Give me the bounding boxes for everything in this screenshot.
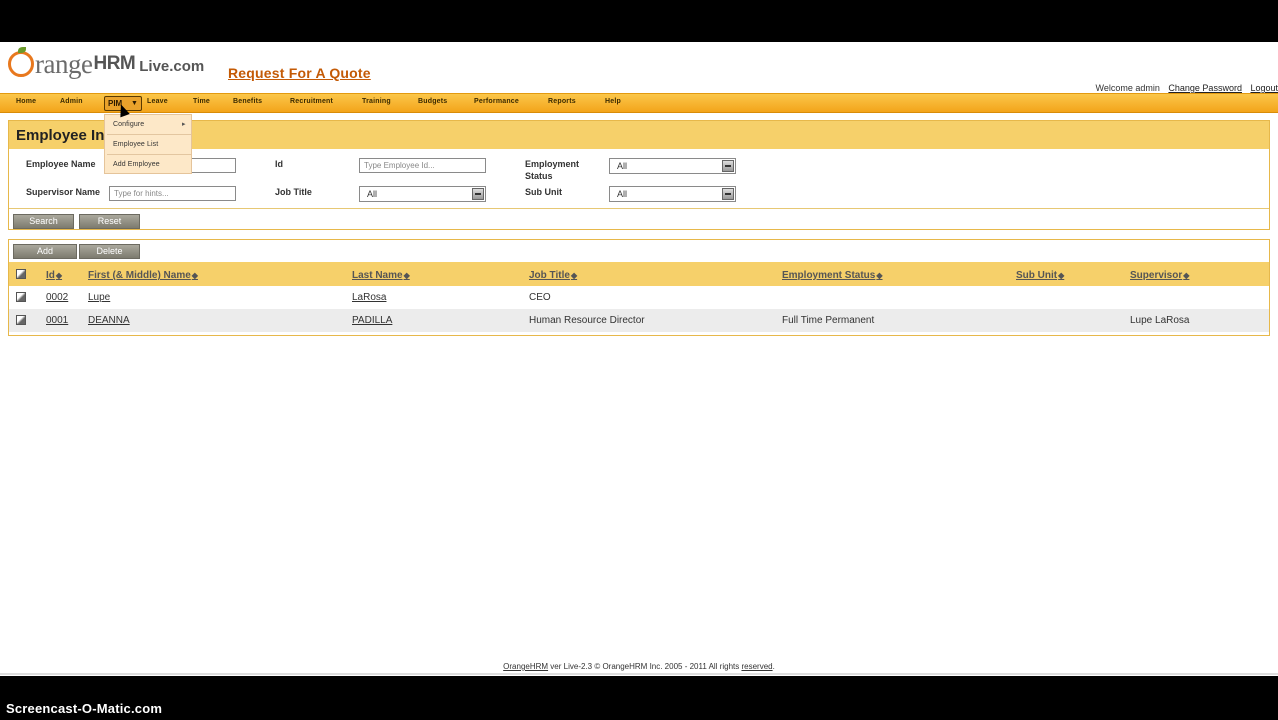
dropdown-employee-list[interactable]: Employee List [113,141,159,148]
col-sub-unit[interactable] [1016,270,1064,281]
footer [0,662,1278,671]
row-job-title: CEO [529,292,551,303]
sub-unit-label: Sub Unit [525,187,562,197]
col-supervisor[interactable] [1130,270,1189,281]
menu-home[interactable]: Home [16,98,37,105]
delete-button[interactable]: Delete [79,244,140,259]
id-label: Id [275,159,283,169]
col-id-label: Id [46,270,55,281]
col-employment-status-label: Employment Status [782,270,876,281]
col-last-name-label: Last Name [352,270,403,281]
col-sub-unit-label: Sub Unit [1016,270,1058,281]
row-last-name-link[interactable]: LaRosa [352,292,387,303]
menu-benefits[interactable]: Benefits [233,98,263,105]
sub-unit-select[interactable] [609,186,736,202]
col-id[interactable] [46,270,62,281]
logo-text-hrm: HRM [93,53,136,74]
pim-dropdown-menu [104,114,192,174]
footer-end: . [772,662,775,671]
menu-leave[interactable]: Leave [147,98,168,105]
panel-divider [9,208,1269,209]
table-row [9,286,1269,309]
sort-icon: ◆ [55,271,63,280]
employee-name-label: Employee Name [26,159,96,169]
dropdown-arrow-icon [722,188,734,200]
employment-status-select[interactable] [609,158,736,174]
chevron-right-icon: ▸ [182,121,186,128]
row-checkbox[interactable] [16,292,26,302]
orange-logo-icon [8,51,34,77]
menu-budgets[interactable]: Budgets [418,98,448,105]
employment-status-label-line2: Status [525,171,553,181]
menu-help[interactable]: Help [605,98,621,105]
footer-reserved-link[interactable]: reserved [741,662,773,671]
row-checkbox[interactable] [16,315,26,325]
employee-list-panel [8,239,1270,336]
employee-id-input[interactable]: Type Employee Id... [359,158,486,173]
job-title-select[interactable] [359,186,486,202]
col-employment-status[interactable] [782,270,883,281]
sub-unit-value: All [617,189,628,199]
page-bottom-border [0,673,1278,675]
sort-icon: ◆ [191,271,198,280]
page-title: Employee In [16,127,105,144]
reset-button[interactable]: Reset [79,214,140,229]
footer-text: ver Live-2.3 © OrangeHRM Inc. 2005 - 2011 All rights [548,662,742,671]
sort-icon: ◆ [876,271,883,280]
recorder-bar [0,676,1278,720]
employment-status-label-line1: Employment [525,159,580,169]
row-last-name-link[interactable]: PADILLA [352,315,393,326]
request-quote-label: Request For A Quote [228,65,371,81]
search-button[interactable]: Search [13,214,74,229]
sort-icon: ◆ [570,271,578,280]
screencast-watermark: Screencast-O-Matic.com [6,701,163,716]
col-first-name-label: First (& Middle) Name [88,270,191,281]
main-menu [0,93,1278,113]
menu-performance[interactable]: Performance [474,98,519,105]
menu-reports[interactable]: Reports [548,98,576,105]
col-last-name[interactable] [352,270,410,281]
menu-training[interactable]: Training [362,98,391,105]
employment-status-label [525,158,579,182]
welcome-text: Welcome admin [1095,83,1160,93]
request-quote-link[interactable] [216,65,371,81]
add-button[interactable]: Add [13,244,77,259]
menu-time[interactable]: Time [193,98,211,105]
sort-icon: ◆ [1058,271,1065,280]
user-links [1090,83,1278,93]
employee-search-panel [8,120,1270,230]
supervisor-name-label: Supervisor Name [26,187,101,197]
row-first-name-link[interactable]: Lupe [88,292,111,303]
sort-icon: ◆ [403,271,410,280]
menu-pim-label: PIM [108,99,123,108]
col-first-name[interactable] [88,270,198,281]
dropdown-arrow-icon [722,160,734,172]
supervisor-name-input[interactable]: Type for hints... [109,186,236,201]
footer-brand-link[interactable]: OrangeHRM [503,662,549,671]
table-row [9,309,1269,332]
logout-link[interactable]: Logout [1250,83,1278,93]
dropdown-arrow-icon [472,188,484,200]
table-header [9,262,1269,286]
col-job-title-label: Job Title [529,270,570,281]
chevron-down-icon: ▼ [131,100,138,107]
row-id-link[interactable]: 0002 [46,292,69,303]
col-supervisor-label: Supervisor [1130,270,1183,281]
row-employment-status: Full Time Permanent [782,315,875,326]
menu-admin[interactable]: Admin [60,98,83,105]
change-password-link[interactable]: Change Password [1168,83,1242,93]
menu-recruitment[interactable]: Recruitment [290,98,334,105]
panel-title-bar [9,121,1269,149]
select-all-checkbox[interactable] [16,269,26,279]
orangehrm-logo [8,44,204,84]
dropdown-add-employee[interactable]: Add Employee [113,161,160,168]
browser-viewport [0,42,1278,676]
job-title-value: All [367,189,378,199]
employment-status-value: All [617,161,628,171]
row-job-title: Human Resource Director [529,315,645,326]
row-supervisor: Lupe LaRosa [1130,315,1190,326]
dropdown-configure[interactable]: Configure [113,121,145,128]
row-id-link[interactable]: 0001 [46,315,69,326]
job-title-label: Job Title [275,187,312,197]
logo-text-range: range [35,48,93,79]
dropdown-divider [107,134,191,135]
col-job-title[interactable] [529,270,577,281]
logo-text-live: Live.com [139,57,205,75]
row-first-name-link[interactable]: DEANNA [88,315,130,326]
dropdown-divider [107,154,191,155]
sort-icon: ◆ [1183,271,1190,280]
